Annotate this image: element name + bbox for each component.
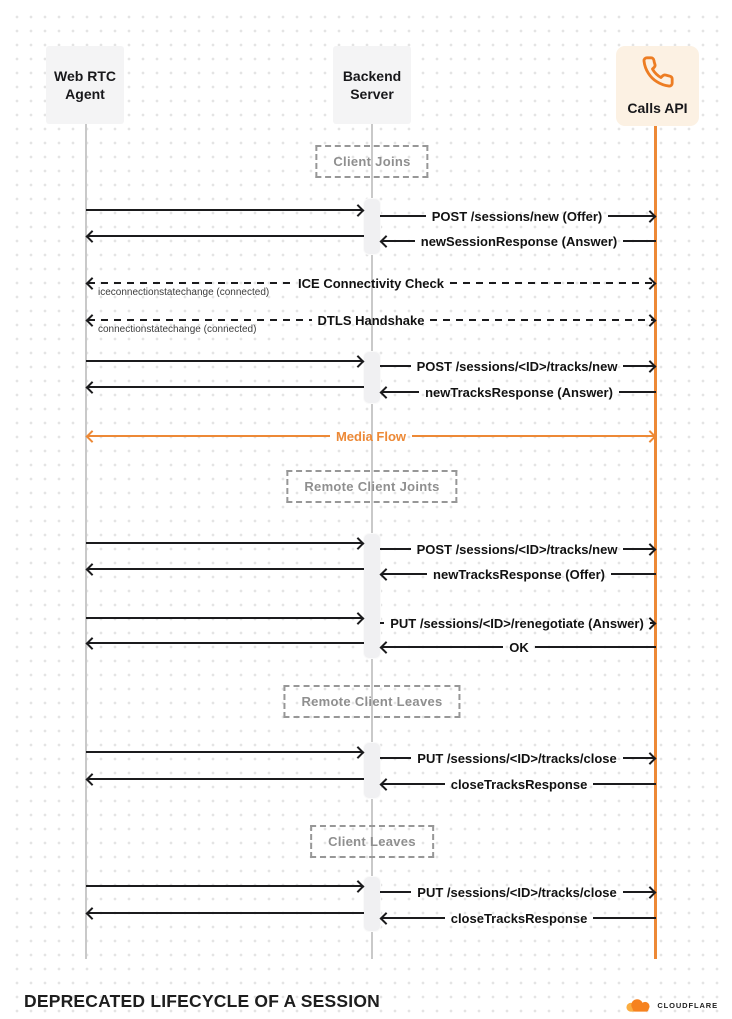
actor-label: Backend Server [342, 67, 402, 102]
message-arrow-labeled [380, 775, 656, 793]
arrow-line [86, 885, 362, 888]
arrowhead-left-icon [380, 235, 393, 248]
activation-bar [364, 877, 380, 931]
message-arrow-labeled [380, 540, 656, 558]
arrow-line [88, 642, 364, 645]
actor-label: Web RTC Agent [54, 67, 116, 102]
message-label: newTracksResponse (Answer) [425, 384, 613, 400]
section-client-joins [315, 145, 428, 178]
message-label: newSessionResponse (Answer) [420, 233, 618, 249]
message-arrow-labeled [380, 638, 656, 656]
message-arrow-labeled [380, 749, 656, 767]
message-label: POST /sessions/new (Offer) [431, 208, 603, 224]
message-arrow-labeled [380, 883, 656, 901]
message-label: OK [509, 639, 529, 655]
message-arrow-labeled [380, 909, 656, 927]
message-arrow [86, 634, 364, 652]
section-remote-client-leaves [283, 685, 460, 718]
message-label: ICE Connectivity Check [298, 275, 444, 291]
arrowhead-right-icon [352, 880, 365, 893]
message-label: POST /sessions/<ID>/tracks/new [416, 541, 618, 557]
message-arrow-labeled [380, 207, 656, 225]
arrow-line [86, 542, 362, 545]
message-arrow-labeled [380, 232, 656, 250]
message-arrow [86, 904, 364, 922]
message-label: closeTracksResponse [450, 776, 588, 792]
arrowhead-left-icon [86, 907, 99, 920]
arrowhead-left-icon [380, 568, 393, 581]
arrow-line [88, 568, 364, 571]
arrowhead-left-icon [86, 277, 99, 290]
message-arrow-labeled [380, 383, 656, 401]
message-arrow [86, 534, 364, 552]
message-label: PUT /sessions/<ID>/tracks/close [417, 884, 617, 900]
arrow-line [88, 282, 292, 285]
arrow-line [88, 778, 364, 781]
arrow-line [88, 435, 330, 438]
arrowhead-left-icon [380, 641, 393, 654]
section-label: Client Joins [333, 154, 411, 169]
arrowhead-right-icon [352, 746, 365, 759]
message-label: PUT /sessions/<ID>/tracks/close [417, 750, 617, 766]
arrowhead-right-icon [352, 355, 365, 368]
arrowhead-right-icon [644, 886, 657, 899]
arrow-line [593, 783, 656, 786]
arrow-line [88, 912, 364, 915]
message-arrow-labeled [380, 614, 656, 632]
message-arrow [86, 201, 364, 219]
arrowhead-left-icon [86, 563, 99, 576]
arrow-line [86, 617, 362, 620]
activation-bar [364, 352, 380, 403]
message-arrow [86, 743, 364, 761]
message-arrow [86, 560, 364, 578]
arrowhead-left-icon [86, 773, 99, 786]
arrow-line [623, 240, 656, 243]
arrowhead-left-icon [86, 230, 99, 243]
arrow-line [86, 751, 362, 754]
arrowhead-right-icon [352, 612, 365, 625]
arrow-line [88, 319, 312, 322]
message-arrow-labeled [380, 565, 656, 583]
arrowhead-right-icon [644, 543, 657, 556]
arrow-line [86, 360, 362, 363]
message-arrow-labeled [380, 357, 656, 375]
arrow-line [611, 573, 656, 576]
arrowhead-right-icon [644, 210, 657, 223]
arrowhead-right-icon [352, 537, 365, 550]
message-label: newTracksResponse (Offer) [433, 566, 605, 582]
arrow-line [450, 282, 654, 285]
message-arrow [86, 609, 364, 627]
arrowhead-right-icon [644, 752, 657, 765]
message-arrow [86, 877, 364, 895]
arrow-line [380, 757, 411, 760]
message-sublabel: connectionstatechange (connected) [98, 324, 257, 335]
arrow-line [619, 391, 656, 394]
phone-icon [641, 55, 675, 89]
arrow-line [86, 209, 362, 212]
arrow-line [88, 235, 364, 238]
arrowhead-left-icon [86, 430, 99, 443]
actor-webrtc-agent [46, 46, 124, 124]
arrow-line [430, 319, 654, 322]
section-remote-client-joints [286, 470, 457, 503]
activation-bar [364, 199, 380, 254]
arrowhead-left-icon [86, 381, 99, 394]
message-label: Media Flow [335, 428, 407, 444]
arrow-line [412, 435, 654, 438]
actor-calls-api [616, 46, 699, 126]
section-label: Client Leaves [328, 834, 416, 849]
arrowhead-left-icon [86, 314, 99, 327]
message-sublabel: iceconnectionstatechange (connected) [98, 287, 270, 298]
message-arrow [86, 378, 364, 396]
section-label: Remote Client Joints [304, 479, 440, 494]
arrowhead-right-icon [644, 314, 657, 327]
message-label: DTLS Handshake [317, 312, 425, 328]
arrowhead-left-icon [380, 778, 393, 791]
activation-bar [364, 743, 380, 798]
section-label: Remote Client Leaves [301, 694, 443, 709]
brand-text: CLOUDFLARE [657, 1000, 718, 1010]
arrow-line [380, 365, 411, 368]
activation-bar [364, 534, 380, 658]
arrow-line [380, 215, 426, 218]
message-arrow-media-flow [86, 427, 656, 445]
page-title: DEPRECATED LIFECYCLE OF A SESSION [24, 991, 380, 1011]
cloud-icon [622, 997, 654, 1013]
arrow-line [380, 891, 411, 894]
arrowhead-left-icon [380, 912, 393, 925]
arrowhead-left-icon [380, 386, 393, 399]
message-arrow [86, 770, 364, 788]
arrow-line [593, 917, 656, 920]
arrow-line [88, 386, 364, 389]
message-label: POST /sessions/<ID>/tracks/new [416, 358, 618, 374]
arrowhead-left-icon [86, 637, 99, 650]
arrowhead-right-icon [644, 430, 657, 443]
arrowhead-right-icon [644, 277, 657, 290]
message-label: PUT /sessions/<ID>/renegotiate (Answer) [390, 615, 644, 631]
arrow-line [380, 548, 411, 551]
arrow-line [535, 646, 656, 649]
diagram-canvas [6, 6, 726, 1013]
message-arrow [86, 352, 364, 370]
message-label: closeTracksResponse [450, 910, 588, 926]
actor-label: Calls API [627, 99, 688, 116]
arrowhead-right-icon [352, 204, 365, 217]
actor-backend-server [333, 46, 411, 124]
arrow-line [382, 646, 503, 649]
section-client-leaves [310, 825, 434, 858]
message-arrow [86, 227, 364, 245]
arrowhead-right-icon [644, 360, 657, 373]
cloudflare-logo [622, 997, 718, 1013]
